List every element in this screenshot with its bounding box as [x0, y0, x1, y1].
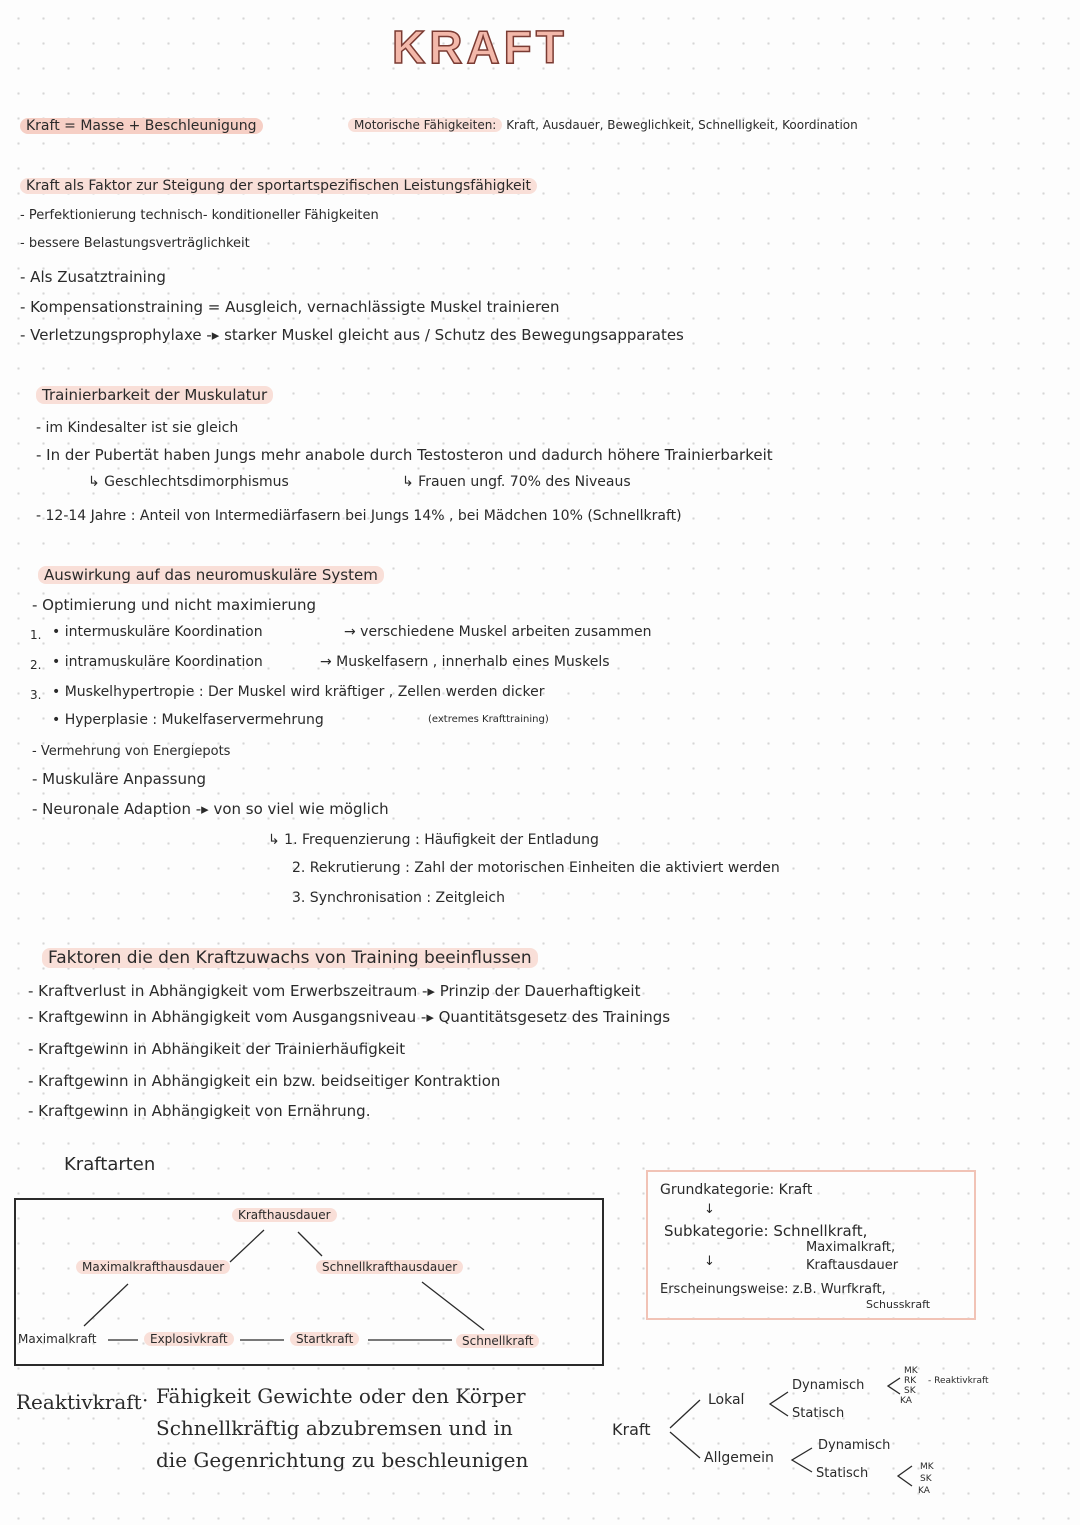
tree-statisch: Statisch	[792, 1406, 845, 1421]
tree-abbr: MK	[904, 1366, 918, 1376]
factor-item: - bessere Belastungsverträglichkeit	[20, 236, 250, 251]
neuro-adaption: ↳ 1. Frequenzierung : Häufigkeit der Entladung	[268, 832, 599, 848]
reactive-dot: ·	[142, 1388, 149, 1412]
factors-item: - Kraftverlust in Abhängigkeit vom Erwerbszeitraum -▸ Prinzip der Dauerhaftigkeit	[28, 982, 641, 1000]
type-maximalkraft: Maximalkraft	[18, 1332, 97, 1346]
category-ersch: Erscheinungsweise: z.B. Wurfkraft,	[660, 1282, 886, 1297]
neuro-number: 3.	[30, 688, 42, 702]
category-sub: Kraftausdauer	[806, 1258, 899, 1273]
factor-item: - Verletzungsprophylaxe -▸ starker Muskel gleicht aus / Schutz des Bewegungsapparates	[20, 326, 684, 344]
type-schnellkraft: Schnellkraft	[456, 1334, 539, 1348]
trainability-note: ↳ Frauen ungf. 70% des Niveaus	[402, 474, 631, 490]
category-sub: Maximalkraft,	[806, 1240, 896, 1255]
tree-note: - Reaktivkraft	[928, 1376, 989, 1386]
neuro-heading: Auswirkung auf das neuromuskuläre System	[38, 566, 384, 584]
type-maximalkrafthausdauer: Maximalkrafthausdauer	[76, 1260, 230, 1274]
formula: Kraft = Masse + Beschleunigung	[20, 118, 263, 134]
category-ersch: Schusskraft	[866, 1298, 931, 1311]
factor-item: - Kompensationstraining = Ausgleich, vernachlässigte Muskel trainieren	[20, 298, 560, 316]
factors-item: - Kraftgewinn in Abhängigkeit vom Ausgangsniveau -▸ Quantitätsgesetz des Trainings	[28, 1008, 671, 1026]
type-krafthausdauer: Krafthausdauer	[232, 1208, 337, 1222]
neuro-line: → verschiedene Muskel arbeiten zusammen	[344, 624, 652, 640]
tree-abbr: SK	[904, 1386, 916, 1396]
neuro-adaption: 3. Synchronisation : Zeitgleich	[292, 890, 505, 906]
tree-statisch: Statisch	[816, 1466, 869, 1481]
neuro-line: • intermuskuläre Koordination	[52, 624, 263, 640]
tree-lokal: Lokal	[708, 1392, 745, 1408]
reactive-line: die Gegenrichtung zu beschleunigen	[156, 1448, 529, 1472]
factors-item: - Kraftgewinn in Abhängikeit der Trainierhäufigkeit	[28, 1040, 406, 1058]
trainability-line: - im Kindesalter ist sie gleich	[36, 420, 239, 436]
motor-skills-label: Motorische Fähigkeiten:	[348, 118, 502, 132]
tree-abbr: KA	[900, 1396, 912, 1406]
factor-item: - Perfektionierung technisch- konditioneller Fähigkeiten	[20, 208, 379, 223]
factor-item: - Als Zusatztraining	[20, 268, 166, 286]
neuro-number: 2.	[30, 658, 42, 672]
motor-skills-items: Kraft, Ausdauer, Beweglichkeit, Schnelligkeit, Koordination	[506, 118, 858, 132]
tree-allgemein: Allgemein	[704, 1450, 774, 1466]
types-heading: Kraftarten	[64, 1154, 156, 1175]
neuro-line: - Optimierung und nicht maximierung	[32, 596, 316, 614]
type-schnellkrafthausdauer: Schnellkrafthausdauer	[316, 1260, 463, 1274]
neuro-line: - Muskuläre Anpassung	[32, 770, 207, 788]
tree-abbr: SK	[920, 1474, 932, 1484]
category-arrow: ↓	[704, 1254, 715, 1269]
factors-item: - Kraftgewinn in Abhängigkeit ein bzw. beidseitiger Kontraktion	[28, 1072, 501, 1090]
neuro-line: - Vermehrung von Energiepots	[32, 744, 231, 759]
category-grund: Grundkategorie: Kraft	[660, 1182, 813, 1198]
neuro-line: → Muskelfasern , innerhalb eines Muskels	[320, 654, 610, 670]
neuro-line: • intramuskuläre Koordination	[52, 654, 263, 670]
neuro-line: • Hyperplasie : Mukelfaservermehrung	[52, 712, 324, 728]
tree-abbr: MK	[920, 1462, 934, 1472]
reactive-line: Schnellkräftig abzubremsen und in	[156, 1416, 513, 1440]
trainability-heading: Trainierbarkeit der Muskulatur	[36, 386, 273, 404]
neuro-line: • Muskelhypertropie : Der Muskel wird kräftiger , Zellen werden dicker	[52, 684, 545, 700]
factors-heading: Faktoren die den Kraftzuwachs von Training beeinflussen	[42, 948, 538, 968]
tree-dynamisch: Dynamisch	[818, 1438, 891, 1453]
type-startkraft: Startkraft	[290, 1332, 359, 1346]
neuro-note: (extremes Krafttraining)	[428, 714, 549, 725]
trainability-line: - In der Pubertät haben Jungs mehr anabole durch Testosteron und dadurch höhere Trainierbarkeit	[36, 446, 773, 464]
factors-item: - Kraftgewinn in Abhängigkeit von Ernährung.	[28, 1102, 371, 1120]
neuro-line: - Neuronale Adaption -▸ von so viel wie möglich	[32, 800, 389, 818]
tree-abbr: RK	[904, 1376, 917, 1386]
tree-root: Kraft	[612, 1420, 651, 1439]
category-sub: Subkategorie: Schnellkraft,	[664, 1222, 868, 1240]
type-explosivkraft: Explosivkraft	[144, 1332, 234, 1346]
trainability-note: ↳ Geschlechtsdimorphismus	[88, 474, 289, 490]
reactive-term: Reaktivkraft	[16, 1390, 142, 1414]
category-arrow: ↓	[704, 1202, 715, 1217]
factor-heading: Kraft als Faktor zur Steigung der sportartspezifischen Leistungsfähigkeit	[20, 178, 537, 194]
neuro-number: 1.	[30, 628, 42, 642]
page-title: KRAFT	[392, 21, 568, 73]
tree-abbr: KA	[918, 1486, 930, 1496]
trainability-line: - 12-14 Jahre : Anteil von Intermediärfasern bei Jungs 14% , bei Mädchen 10% (Schnellkraft)	[36, 508, 682, 524]
reactive-line: Fähigkeit Gewichte oder den Körper	[156, 1384, 526, 1408]
tree-dynamisch: Dynamisch	[792, 1378, 865, 1393]
neuro-adaption: 2. Rekrutierung : Zahl der motorischen Einheiten die aktiviert werden	[292, 860, 780, 876]
